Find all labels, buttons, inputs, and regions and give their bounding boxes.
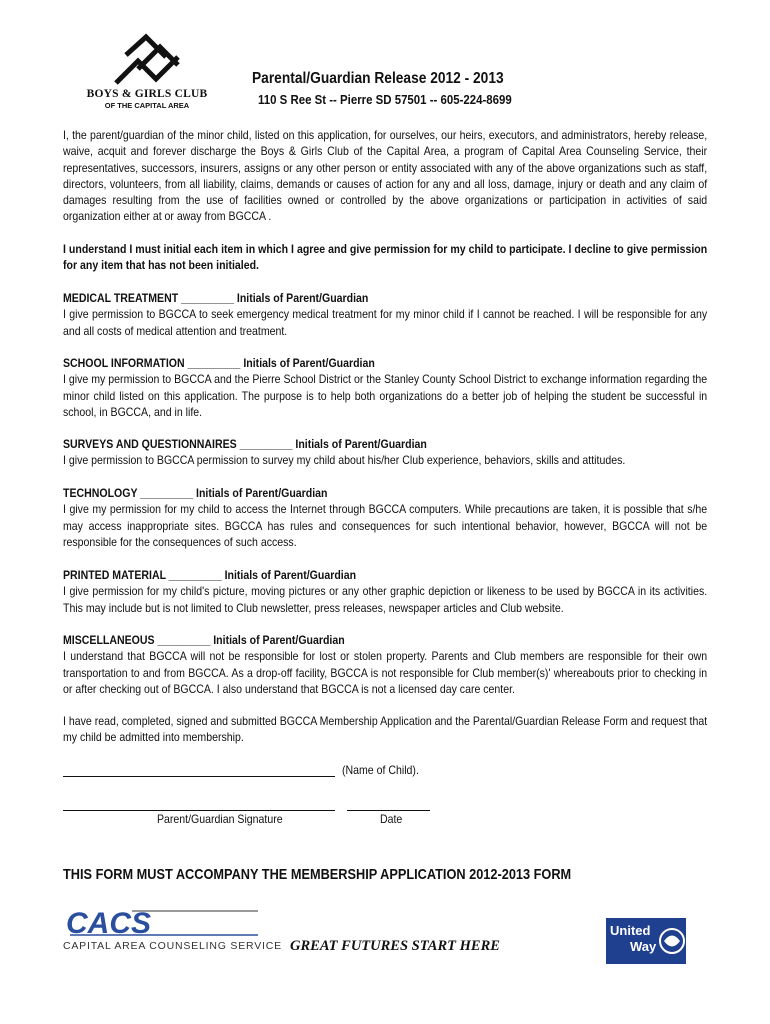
logo-name: BOYS & GIRLS CLUB: [86, 88, 208, 100]
section-heading: MEDICAL TREATMENT _________ Initials of Parent/Guardian: [63, 291, 369, 305]
intro-paragraph: [63, 127, 707, 225]
section-school: [63, 355, 707, 420]
cacs-logo: [62, 905, 258, 945]
section-text: I give my permission to BGCCA and the Pierre School District or the Stanley County School District to exchange information regarding the minor child listed on this application. The purpose is to help both organizations do a better job of helping the student be successful in school, in BGCCA, and in life.: [63, 372, 708, 419]
cacs-logo-text: CACS: [66, 907, 152, 940]
bgc-hands-icon: [80, 33, 214, 89]
section-technology: [63, 485, 707, 550]
united-way-logo: [606, 918, 686, 964]
section-text: I give permission for my child's picture, moving pictures or any other graphic depiction or likeness to be used by BGCCA in its activities. This may include but is not limited to Club newsletter, press releases, newspaper articles and Club website.: [63, 584, 708, 615]
closing-paragraph: [63, 713, 707, 746]
section-text: I give my permission for my child to access the Internet through BGCCA computers. While precautions are taken, it is possible that s/he may access inappropriate sites. BGCCA has rules and consequences for such intentional behavior, however, BGCCA will not be responsible for the consequences of such access.: [63, 502, 708, 549]
page-title: Parental/Guardian Release 2012 - 2013: [252, 70, 504, 87]
uw-line1: United: [610, 923, 651, 938]
united-way-icon: [606, 918, 686, 964]
cacs-logo-icon: [62, 905, 258, 941]
instruction-paragraph: [63, 241, 707, 274]
parent-signature-label: Parent/Guardian Signature: [157, 812, 283, 826]
section-heading: MISCELLANEOUS _________ Initials of Parent/Guardian: [63, 633, 345, 647]
section-surveys: [63, 436, 707, 469]
intro-text: I, the parent/guardian of the minor child, listed on this application, for ourselves, our heirs, executors, and administrators, hereby release, waive, acquit and forever discharge the Boys & Girls Club of the Capital Area, a program of Capital Area Counseling Service, their representatives, successors, insurers, assigns or any other person or entity associated with any of the above organizations such as staff, directors, volunteers, from all liability, claims, demands or causes of action for any and all loss, damage, injury or death and any claim of damages resulting from the use of facilities owned or controlled by the above organizations or participation in activities of said organization either at or away from BGCCA .: [63, 128, 708, 224]
uw-line2: Way: [630, 939, 657, 954]
section-medical: [63, 290, 707, 339]
date-label: Date: [380, 812, 403, 826]
date-line[interactable]: [347, 810, 430, 811]
parent-signature-line[interactable]: [63, 810, 335, 811]
section-heading: SCHOOL INFORMATION _________ Initials of Parent/Guardian: [63, 356, 375, 370]
child-name-label: (Name of Child).: [342, 763, 419, 777]
section-text: I give permission to BGCCA permission to survey my child about his/her Club experience, behaviors, skills and attitudes.: [63, 453, 626, 468]
closing-text: I have read, completed, signed and submitted BGCCA Membership Application and the Parental/Guardian Release Form and request that my child be admitted into membership.: [63, 714, 708, 745]
section-miscellaneous: [63, 632, 707, 697]
address: 110 S Ree St -- Pierre SD 57501 -- 605-224-8699: [258, 92, 512, 107]
footer-note: THIS FORM MUST ACCOMPANY THE MEMBERSHIP APPLICATION 2012-2013 FORM: [63, 866, 572, 883]
section-heading: PRINTED MATERIAL _________ Initials of Parent/Guardian: [63, 568, 357, 582]
child-name-line[interactable]: [63, 776, 335, 777]
tagline: GREAT FUTURES START HERE: [290, 938, 500, 954]
cacs-name: CAPITAL AREA COUNSELING SERVICE: [63, 940, 282, 952]
section-heading: SURVEYS AND QUESTIONNAIRES _________ Initials of Parent/Guardian: [63, 437, 427, 451]
section-heading: TECHNOLOGY _________ Initials of Parent/Guardian: [63, 486, 328, 500]
section-text: I give permission to BGCCA to seek emergency medical treatment for my minor child if I cannot be reached. I will be responsible for any and all costs of medical attention and treatment.: [63, 307, 708, 338]
section-printed-material: [63, 567, 707, 616]
instruction-text: I understand I must initial each item in which I agree and give permission for my child to participate. I decline to give permission for any item that has not been initialed.: [63, 242, 708, 273]
section-text: I understand that BGCCA will not be responsible for lost or stolen property. Parents and Club members are responsible for their own transportation to and from BGCCA. As a drop-off facility, BGCCA is not responsible for Club member(s)' whereabouts prior to checking in or after checking out of BGCCA. I also understand that BGCCA is not a licensed day care center.: [63, 649, 708, 696]
logo-subtitle: OF THE CAPITAL AREA: [104, 101, 190, 110]
